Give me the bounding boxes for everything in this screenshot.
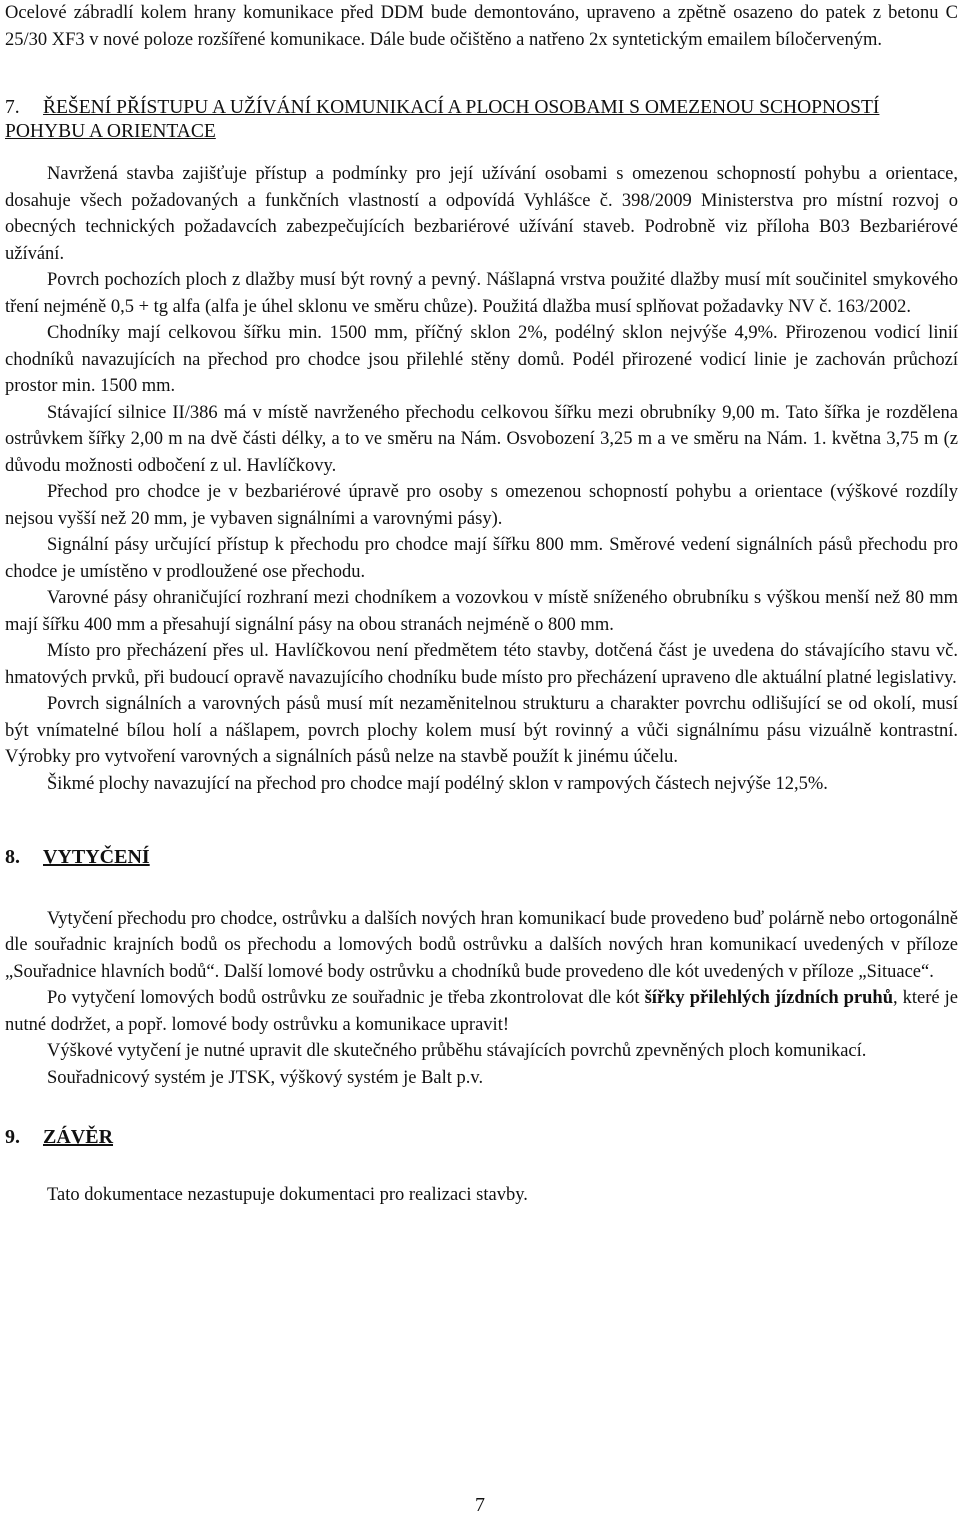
text-span: Po vytyčení lomových bodů ostrůvku ze souřadnic je třeba zkontrolovat dle kót: [47, 988, 645, 1008]
section-7-paragraph: Stávající silnice II/386 má v místě navrženého přechodu celkovou šířku mezi obrubníky 9,00 m. Tato šířka je rozdělena ostrůvkem šířky 2,00 m na dvě části délky, a to ve směru na Nám. Osvobození 3,25 m a ve směru na Nám. 1. května 3,75 m (z důvodu možnosti odbočení z ul. Havlíčkovy.: [5, 402, 958, 476]
section-9-paragraph: Tato dokumentace nezastupuje dokumentaci pro realizaci stavby.: [47, 1184, 528, 1205]
section-9-number: 9.: [5, 1126, 20, 1148]
section-7-paragraph: Přechod pro chodce je v bezbariérové úpravě pro osoby s omezenou schopností pohybu a orientace (výškové rozdíly nejsou vyšší než 20 mm, je vybaven signálními a varovnými pásy).: [5, 482, 958, 529]
section-7-paragraph: Signální pásy určující přístup k přechodu pro chodce mají šířku 800 mm. Směrové vedení signálních pásů přechodu pro chodce je umístěno v prodloužené ose přechodu.: [5, 535, 958, 582]
section-7-paragraph: Povrch signálních a varovných pásů musí mít nezaměnitelnou strukturu a charakter povrchu odlišující se od okolí, musí být vnímatelné bílou holí a nášlapem, povrch plochy kolem musí být rovinný a vůči signálnímu pásu vizuálně kontrastní. Výrobky pro vytvoření varovných a signálních pásů nelze na stavbě použít k jinému účelu.: [5, 694, 958, 767]
section-8-paragraph-bold: [5, 985, 958, 1038]
section-7-paragraph: Šikmé plochy navazující na přechod pro chodce mají podélný sklon v rampových částech nejvýše 12,5%.: [47, 773, 828, 794]
section-7-paragraph: Varovné pásy ohraničující rozhraní mezi chodníkem a vozovkou v místě sníženého obrubníku s výškou menší než 80 mm mají šířku 400 mm a přesahují signální pásy na obou stranách nejméně o 800 mm.: [5, 588, 958, 635]
section-8-paragraph: Souřadnicový systém je JTSK, výškový systém je Balt p.v.: [47, 1067, 484, 1088]
bold-text: šířky přilehlých jízdních pruhů: [644, 988, 893, 1008]
section-7-paragraph: Povrch pochozích ploch z dlažby musí být rovný a pevný. Nášlapná vrstva použité dlažby musí mít součinitel smykového tření nejméně 0,5 + tg alfa (alfa je úhel sklonu ve směru chůze). Použitá dlažba musí splňovat požadavky NV č. 163/2002.: [5, 270, 958, 317]
section-8-number: 8.: [5, 846, 20, 868]
section-8-heading: [5, 844, 958, 871]
section-7-number: 7.: [5, 97, 20, 118]
section-9-title: ZÁVĚR: [43, 1126, 114, 1148]
section-8-paragraph: Vytyčení přechodu pro chodce, ostrůvku a dalších nových hran komunikací bude provedeno buď polárně nebo ortogonálně dle souřadnic krajních bodů os přechodu a lomových bodů ostrůvku a dalších nových hran komunikací uvedených v příloze „Souřadnice hlavních bodů“. Další lomové body ostrůvku a chodníků bude provedeno dle kót uvedených v příloze „Situace“.: [5, 908, 958, 982]
section-7-paragraph: Místo pro přecházení přes ul. Havlíčkovou není předmětem této stavby, dotčená část je uvedena do stávajícího stavu vč. hmatových prvků, při budoucí opravě navazujícího chodníku bude místo pro přecházení upraveno dle aktuální platné legislativy.: [5, 641, 958, 688]
section-7-heading: [5, 96, 958, 144]
section-7-title: ŘEŠENÍ PŘÍSTUPU A UŽÍVÁNÍ KOMUNIKACÍ A PLOCH OSOBAMI S OMEZENOU SCHOPNOSTÍ POHYBU A ORIENTACE: [5, 97, 880, 142]
section-7-paragraph: Chodníky mají celkovou šířku min. 1500 mm, příčný sklon 2%, podélný sklon nejvýše 4,9%. Přirozenou vodicí linií chodníků navazujících na přechod pro chodce jsou přilehlé stěny domů. Podél přirozené vodicí linie je zachován průchozí prostor min. 1500 mm.: [5, 323, 958, 396]
section-8-paragraph: Výškové vytyčení je nutné upravit dle skutečného průběhu stávajících povrchů zpevněných ploch komunikací.: [47, 1041, 867, 1061]
document-page: [5, 0, 958, 1208]
intro-paragraph: Ocelové zábradlí kolem hrany komunikace před DDM bude demontováno, upraveno a zpětně osazeno do patek z betonu C 25/30 XF3 v nové poloze rozšířené komunikace. Dále bude očištěno a natřeno 2x syntetickým emailem bíločerveným.: [5, 3, 958, 50]
section-9-heading: [5, 1124, 958, 1151]
page-number: 7: [475, 1494, 485, 1516]
section-8-title: VYTYČENÍ: [43, 846, 150, 868]
section-7-paragraph: Navržená stavba zajišťuje přístup a podmínky pro její užívání osobami s omezenou schopností pohybu a orientace, dosahuje všech požadovaných a funkčních vlastností a odpovídá Vyhlášce č. 398/2009 Ministerstva pro místní rozvoj o obecných technických požadavcích zabezpečujících bezbariérové užívání staveb. Podrobně viz příloha B03 Bezbariérové užívání.: [5, 164, 958, 264]
text-span: , které je nutné dodržet, a popř. lomové body ostrůvku a komunikace upravit!: [5, 988, 958, 1035]
